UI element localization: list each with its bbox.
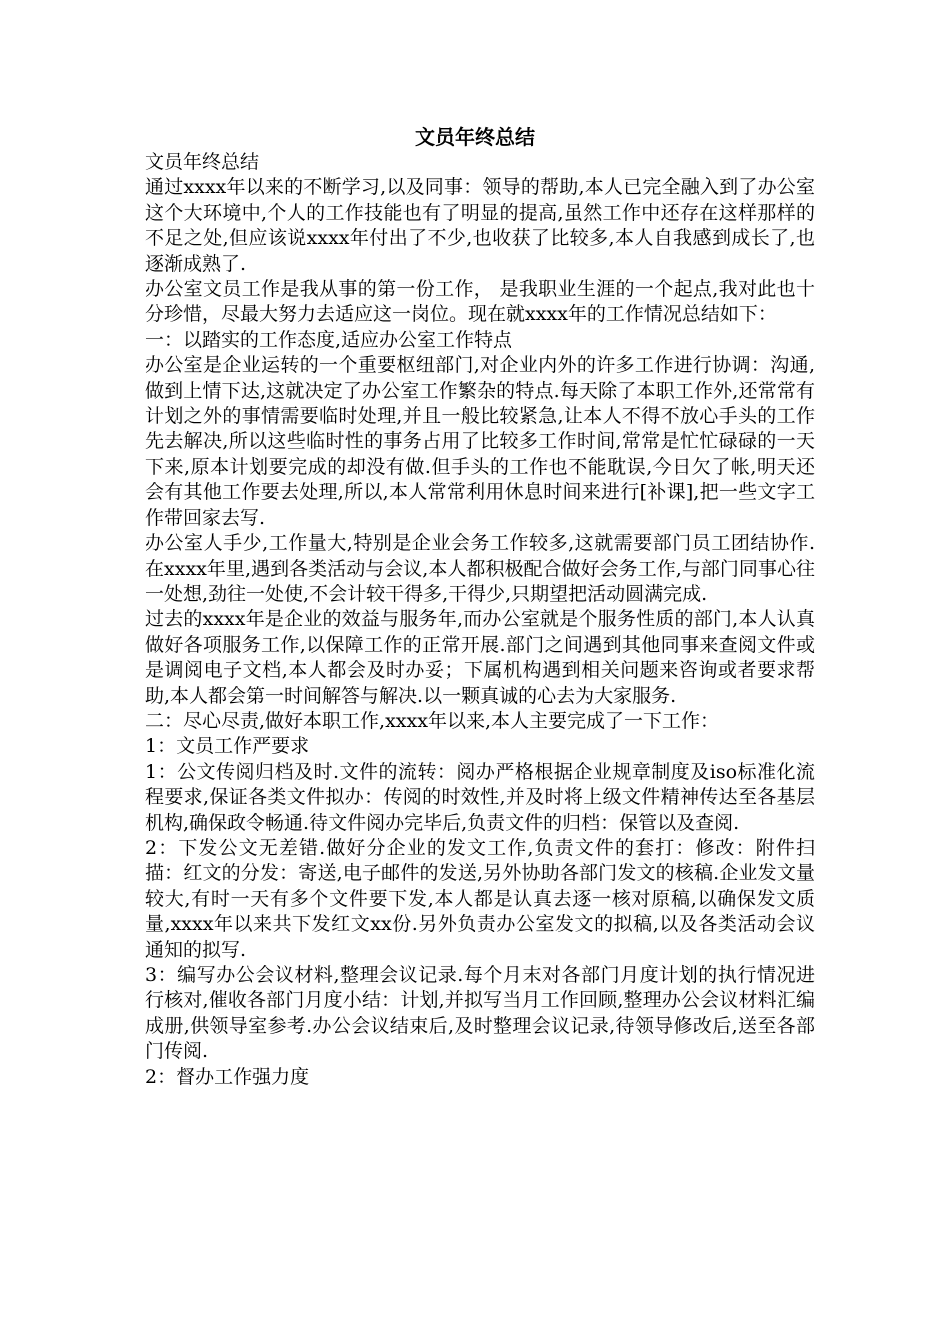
list-item-document-filing: 1：公文传阅归档及时.文件的流转：阅办严格根据企业规章制度及iso标准化流程要求,保证各类文件拟办：传阅的时效性,并及时将上级文件精神传达至各基层机构,确保政令畅通.待文件阅办完毕后,负责文件的归档：保管以及查阅. [145, 760, 815, 834]
list-item-document-issuing: 2：下发公文无差错.做好分企业的发文工作,负责文件的套打：修改：附件扫描：红文的分发：寄送,电子邮件的发送,另外协助各部门发文的核稿.企业发文量较大,有时一天有多个文件要下发,本人都是认真去逐一核对原稿,以确保发文质量,xxxx年以来共下发红文xx份.另外负责办公室发文的拟稿,以及各类活动会议通知的拟写. [145, 836, 815, 961]
document-body [145, 150, 815, 1090]
section-heading-one: 一：以踏实的工作态度,适应办公室工作特点 [145, 328, 513, 351]
subheading-supervision: 2：督办工作强力度 [145, 1065, 310, 1088]
paragraph-subtitle: 文员年终总结 [145, 151, 260, 173]
paragraph-intro: 通过xxxx年以来的不断学习,以及同事：领导的帮助,本人已完全融入到了办公室这个大环境中,个人的工作技能也有了明显的提高,虽然工作中还存在这样那样的不足之处,但应该说xxxx年付出了不少,也收获了比较多,本人自我感到成长了,也逐渐成熟了. [145, 176, 815, 275]
subheading-clerk-work: 1：文员工作严要求 [145, 735, 310, 758]
section-heading-two: 二：尽心尽责,做好本职工作,xxxx年以来,本人主要完成了一下工作： [145, 709, 719, 732]
paragraph-teamwork: 办公室人手少,工作量大,特别是企业会务工作较多,这就需要部门员工团结协作.在xxxx年里,遇到各类活动与会议,本人都积极配合做好会务工作,与部门同事心往一处想,劲往一处使,不会计较干得多,干得少,只期望把活动圆满完成. [145, 532, 815, 605]
document-title: 文员年终总结 [415, 125, 535, 149]
list-item-meeting-materials: 3：编写办公会议材料,整理会议记录.每个月末对各部门月度计划的执行情况进行核对,催收各部门月度小结：计划,并拟写当月工作回顾,整理办公会议材料汇编成册,供领导室参考.办公会议结束后,及时整理会议记录,待领导修改后,送至各部门传阅. [145, 964, 815, 1063]
paragraph-service-year: 过去的xxxx年是企业的效益与服务年,而办公室就是个服务性质的部门,本人认真做好各项服务工作,以保障工作的正常开展.部门之间遇到其他同事来查阅文件或是调阅电子文档,本人都会及时办妥；下属机构遇到相关问题来咨询或者要求帮助,本人都会第一时间解答与解决.以一颗真诚的心去为大家服务. [145, 608, 815, 707]
paragraph-first-job: 办公室文员工作是我从事的第一份工作， 是我职业生涯的一个起点,我对此也十分珍惜，尽最大努力去适应这一岗位。现在就xxxx年的工作情况总结如下： [145, 278, 815, 326]
paragraph-office-hub: 办公室是企业运转的一个重要枢纽部门,对企业内外的许多工作进行协调：沟通,做到上情下达,这就决定了办公室工作繁杂的特点.每天除了本职工作外,还常常有计划之外的事情需要临时处理,并且一般比较紧急,让本人不得不放心手头的工作先去解决,所以这些临时性的事务占用了比较多工作时间,常常是忙忙碌碌的一天下来,原本计划要完成的却没有做.但手头的工作也不能耽误,今日欠了帐,明天还会有其他工作要去处理,所以,本人常常利用休息时间来进行[补课],把一些文字工作带回家去写. [145, 354, 815, 529]
